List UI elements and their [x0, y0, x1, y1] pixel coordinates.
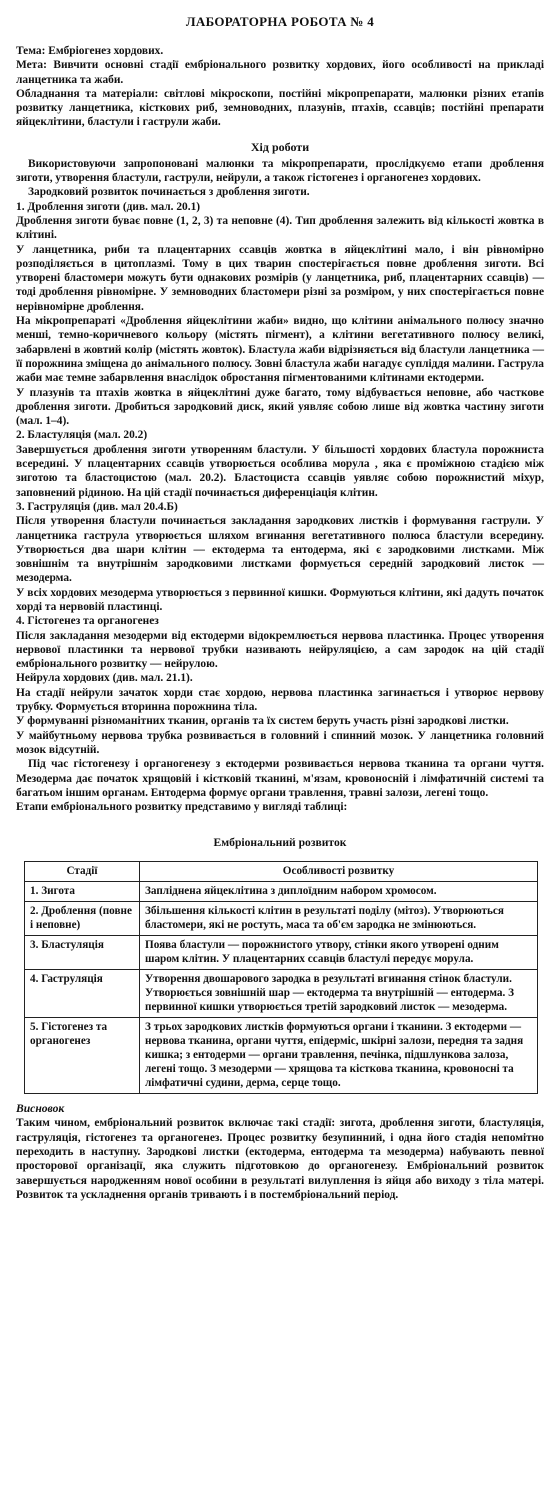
table-caption: Ембріональний розвиток [213, 836, 347, 850]
section-heading: 4. Гістогенез та органогенез [16, 615, 159, 628]
section-heading: 1. Дроблення зиготи (див. мал. 20.1) [16, 200, 201, 213]
description-cell: Утворення двошарового зародка в результаті вгинання стінок бластули. Утворюється зовнішній шар — ектодерма та внутрішній — ентодерма. З первинної кишки утворюється третій зародковий листок — мезодерма. [140, 970, 538, 1018]
table-row [25, 1018, 538, 1094]
stage-cell: 4. Гаструляція [25, 970, 140, 1018]
description-cell: З трьох зародкових листків формуються органи і тканини. З ектодерми — нервова тканина, органи чуття, епідерміс, шкірні залози, передня та задня кишка; з ентодерми — органи травлення, печінка, підшлункова залоза, легені тощо. З мезодерми — хрящова та кісткова тканина, кровоносні та лімфатичні судини, дерма, серце тощо. [140, 1018, 538, 1094]
paragraph: У плазунів та птахів жовтка в яйцеклітині дуже багато, тому відбувається неповне, або часткове дроблення зиготи. Дробиться зародковий диск, який уявляє собою лише від жовтка частину зиготи (мал. 1–4). [16, 386, 544, 428]
paragraph: На мікропрепараті «Дроблення яйцеклітини жаби» видно, що клітини анімального полюсу значно менші, темно-коричневого кольору (містять пігмент), а клітини вегетативного полюсу великі, забарвлені в жовтий колір (містять жовток). Бластула жаби відрізняється від бластули ланцетника — її порожнина зміщена до анімального полюсу. Зовні бластула жаби нагадує супліддя малини. Гаструла жаби має темне забарвлення внаслідок обростання пігментованими клітинами ектодерми. [16, 315, 544, 385]
stage-cell: 1. Зигота [25, 882, 140, 902]
embryo-development-table [24, 861, 538, 1094]
page-title: ЛАБОРАТОРНА РОБОТА № 4 [185, 14, 375, 29]
equipment-line: Обладнання та матеріали: світлові мікроскопи, постійні мікропрепарати, малюнки різних етапів розвитку ланцетника, кісткових риб, земноводних, плазунів, птахів, ссавців; постійні препарати яйцеклітини, бластули і гаструли жаби. [16, 87, 544, 129]
document-page [16, 14, 544, 1202]
paragraph: На стадії нейрули зачаток хорди стає хордою, нервова пластинка загинається і утворює нервову трубку. Формується вторинна порожнина тіла. [16, 686, 544, 714]
column-header-features: Особливості розвитку [140, 862, 538, 882]
description-cell: Поява бластули — порожнистого утвору, стінки якого утворені одним шаром клітин. У плацентарних ссавців бластулі передує морула. [140, 936, 538, 970]
paragraph: Під час гістогенезу і органогенезу з ектодерми розвивається нервова тканина та органи чуття. Мезодерма дає початок хрящовій і кістковій тканині, м'язам, кровоносній і лімфатичній системі та багатьом іншим органам. Ентодерма формує органи травлення, травні залози, легені тощо. [16, 758, 544, 799]
paragraph: Після утворення бластули починається закладання зародкових листків і формування гаструли. У ланцетника гаструла утворюється шляхом вгинання вегетативного полюса бластули всередину. Утворюється два шари клітин — ектодерма та ентодерма, які є зародковими листками. Між зовнішнім та внутрішнім зародковими листками формується середній зародковий листок — мезодерма. [16, 515, 544, 585]
section-heading: 3. Гаструляція (див. мал 20.4.Б) [16, 500, 178, 513]
paragraph: Після закладання мезодерми від ектодерми відокремлюється нервова пластинка. Процес утворення нервової пластинки та нервової трубки називають нейруляцією, а сам зародок на цій стадії ембріонального розвитку — нейрулою. [16, 629, 544, 671]
table-header-row [25, 862, 538, 882]
description-cell: Запліднена яйцеклітина з диплоїдним набором хромосом. [140, 882, 538, 902]
stage-cell: 2. Дроблення (повне і неповне) [25, 902, 140, 936]
paragraph: Завершується дроблення зиготи утворенням бластули. У більшості хордових бластула порожниста всередині. У плацентарних ссавців утворюється особлива морула , яка є проміжною стадією між зиготою та бластоцистою (мал. 20.2). Бластоциста ссавців уявляє собою порожнистий міхур, заповнений рідиною. На цій стадії починається диференціація клітин. [16, 443, 544, 499]
conclusion [16, 1116, 544, 1202]
work-metadata [16, 44, 544, 130]
table-row [25, 902, 538, 936]
aim-line: Мета: Вивчити основні стадії ембріонального розвитку хордових, його особливості на прикладі ланцетника та жаби. [16, 59, 544, 86]
paragraph: У формуванні різноманітних тканин, органів та їх систем беруть участь різні зародкові листки. [16, 715, 509, 728]
progress-heading: Хід роботи [250, 139, 310, 154]
table-row [25, 970, 538, 1018]
paragraph: Використовуючи запропоновані малюнки та мікропрепарати, прослідкуємо етапи дроблення зиготи, утворення бластули, гаструли, нейрули, а також гістогенез і органогенез хордових. [16, 157, 544, 185]
conclusion-title: Висновок [16, 1102, 65, 1116]
conclusion-text: Таким чином, ембріональний розвиток включає такі стадії: зигота, дроблення зиготи, бластуляція, гаструляція, гістогенез та органогенез. Процес розвитку безупинний, і одна його стадія непомітно переходить в наступну. Зародкові листки (ектодерма, ентодерма та мезодерма) набувають певної просторової організації, яка служить підготовкою до органогенезу. Ембріональний розвиток завершується народженням нової особини в результаті вилуплення із яйця або виходу з тіла матері. Розвиток та ускладнення органів тривають і в постембріональний період. [16, 1117, 544, 1201]
stage-cell: 5. Гістогенез та органогенез [25, 1018, 140, 1094]
table-row [25, 882, 538, 902]
paragraph: Етапи ембріонального розвитку представимо у вигляді таблиці: [16, 801, 348, 814]
description-cell: Збільшення кількості клітин в результаті поділу (мітоз). Утворюються бластомери, які не ростуть, маса та об'єм зародка не змінюються. [140, 902, 538, 936]
table-row [25, 936, 538, 970]
paragraph: Дроблення зиготи буває повне (1, 2, 3) та неповне (4). Тип дроблення залежить від кількості жовтка в клітині. [16, 214, 544, 242]
paragraph: Нейрула хордових (див. мал. 21.1). [16, 672, 193, 685]
paragraph: У всіх хордових мезодерма утворюється з первинної кишки. Формуються клітини, які дадуть початок хорді та нервовій пластинці. [16, 586, 544, 613]
stage-cell: 3. Бластуляція [25, 936, 140, 970]
paragraph: У майбутньому нервова трубка розвивається в головний і спинний мозок. У ланцетника головний мозок відсутній. [16, 729, 544, 756]
column-header-stages: Стадії [25, 862, 140, 882]
paragraph: У ланцетника, риби та плацентарних ссавців жовтка в яйцеклітині мало, і він рівномірно розподіляється в цитоплазмі. Тому в цих тварин спостерігається повне дроблення зиготи. Всі утворені бластомери можуть бути однакових розмірів (у ланцетника, риб, плацентарних ссавців) — тоді дроблення рівномірне. У земноводних бластомери різні за розміром, у них спостерігається повне нерівномірне дроблення. [16, 243, 544, 313]
body-text [16, 157, 544, 815]
section-heading: 2. Бластуляція (мал. 20.2) [16, 429, 148, 442]
paragraph: Зародковий розвиток починається з дроблення зиготи. [28, 186, 310, 199]
topic-line: Тема: Ембріогенез хордових. [16, 45, 164, 57]
